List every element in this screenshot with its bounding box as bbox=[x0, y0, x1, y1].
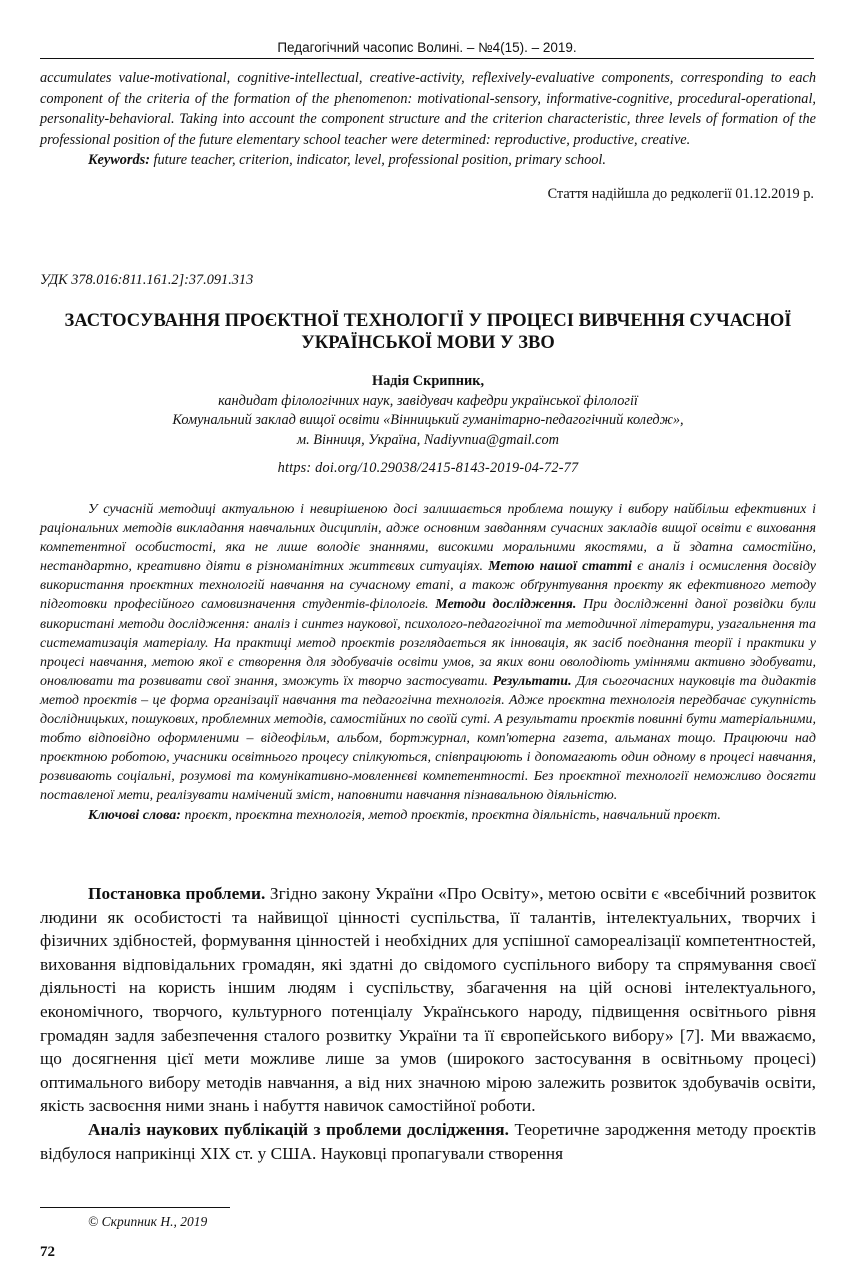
author-name: Надія Скрипник, bbox=[371, 373, 485, 389]
received-note: Стаття надійшла до редколегії 01.12.2019 р. bbox=[547, 186, 814, 202]
abstract-intro: У сучасній методиці актуальною і невирішеною досі залишається проблема пошуку і вибору найбільш ефективних і раціональних методів викладання навчальних дисциплін, адже основним завданням сучасних закладів вищої освіти є виховання компетентної особистості, яка не лише володіє знаннями, високими моральними якостями, а й здатна самостійно, нестандартно, креативно діяти в різноманітних життєвих ситуаціях. bbox=[40, 502, 816, 575]
problem-text: Згідно закону України «Про Освіту», метою освіти є «всебічний розвиток людини як особистості та найвищої цінності суспільства, її талантів, інтелектуальних, творчих і фізичних здібностей, формування цінностей і необхідних для успішної самореалізації компетентностей, виховання відповідальних громадян, які здатні до свідомого суспільного вибору та спрямування своєї діяльності на користь іншим людям і суспільству, збагачення на цій основі інтелектуального, економічного, творчого, культурного потенціалу Українського народу, підвищення освітнього рівня громадян задля забезпечення сталого розвитку України та її європейського вибору» [7]. Ми вважаємо, що досягнення цієї мети можливе лише за умов (широкого застосування в освітньому процесі) оптимального вибору методів навчання, а від них значною мірою залежить розвиток здобувачів освіти, якість засвоєння ними знань і набуття навичок самостійної роботи. bbox=[40, 884, 816, 1116]
author-location: м. Вінниця, Україна, Nadiyvnua@gmail.com bbox=[297, 431, 559, 448]
methods-label: Методи дослідження. bbox=[435, 597, 577, 613]
article-body bbox=[40, 882, 816, 1165]
copyright-note: © Скрипник Н., 2019 bbox=[88, 1214, 208, 1229]
ukrainian-abstract-text bbox=[40, 500, 816, 806]
problem-heading: Постановка проблеми. bbox=[88, 884, 266, 903]
english-keywords bbox=[40, 150, 816, 171]
ukrainian-keywords-label: Ключові слова: bbox=[88, 807, 181, 823]
results-label: Результати. bbox=[492, 673, 572, 689]
ukrainian-keywords bbox=[40, 806, 816, 825]
udk-code: УДК 378.016:811.161.2]:37.091.313 bbox=[40, 272, 254, 288]
ukrainian-abstract bbox=[40, 500, 816, 825]
author-degree: кандидат філологічних наук, завідувач кафедри української філології bbox=[218, 392, 638, 409]
footnote-divider bbox=[40, 1207, 230, 1208]
english-abstract bbox=[40, 68, 816, 171]
analysis-text: Теоретичне зародження методу проєктів відбулося наприкінці ХІХ ст. у США. Науковці пропагували створення bbox=[40, 1119, 817, 1163]
author-block bbox=[40, 372, 816, 450]
article-title: ЗАСТОСУВАННЯ ПРОЄКТНОЇ ТЕХНОЛОГІЇ У ПРОЦЕСІ ВИВЧЕННЯ СУЧАСНОЇ УКРАЇНСЬКОЇ МОВИ У ЗВО bbox=[64, 311, 792, 353]
running-header: Педагогічний часопис Волині. – №4(15). – 2019. bbox=[40, 40, 814, 59]
aim-label: Метою нашої статті bbox=[488, 559, 632, 575]
doi-link[interactable]: https: doi.org/10.29038/2415-8143-2019-04-72-77 bbox=[277, 460, 579, 476]
english-abstract-text: accumulates value-motivational, cognitive-intellectual, creative-activity, reflexively-evaluative components, corresponding to each component of the criteria of the formation of the phenomenon: motivational-sensory, informative-cognitive, procedural-operational, personality-behavioral. Taking into account the component structure and the criterion characteristic, three levels of formation of the professional position of the future elementary school teacher were determined: reproductive, productive, creative. bbox=[40, 70, 816, 148]
abstract-methods: При дослідженні даної розвідки були використані методи дослідження: аналіз і синтез наукової, психолого-педагогічної та методичної літератури, узагальнення та систематизація матеріалу. На практиці метод проєктів розглядається як інновація, як засіб поєднання теорії і практики у процесі навчання, метою якої є створення для здобувачів освіти умов, за яких вони оволодіють уміннями активно здобувати, оновлювати та розвивати свої знання, зможуть їх творчо застосувати. bbox=[40, 597, 816, 689]
english-keywords-text: future teacher, criterion, indicator, level, professional position, primary school. bbox=[149, 152, 606, 169]
analysis-heading: Аналіз наукових публікацій з проблеми дослідження. bbox=[88, 1119, 509, 1139]
english-keywords-label: Keywords: bbox=[88, 152, 150, 169]
page-number: 72 bbox=[40, 1244, 55, 1260]
author-institution: Комунальний заклад вищої освіти «Вінницький гуманітарно-педагогічний коледж», bbox=[172, 412, 684, 428]
abstract-aim: є аналіз і осмислення досвіду використання проєктних технологій навчання на сучасному етапі, а також обґрунтування проєкту як ефективного методу підготовки професійного самовизначення студентів-філологів. bbox=[40, 559, 816, 613]
body-paragraph-analysis bbox=[40, 1118, 816, 1165]
abstract-results: Для сьогочасних науковців та дидактів метод проєктів – це форма організації навчання та педагогічна технологія. Адже проєктна технологія передбачає сукупність дослідницьких, пошукових, проблемних методів, самостійних по своїй суті. А результати проєктів повинні бути матеріальними, тобто відповідно оформленими – відеофільм, альбом, бортжурнал, комп'ютерна газета, альманах тощо. Працюючи над проєктною роботою, учасники освітнього процесу спілкуються, співпрацюють і допомагають один одному в процесі навчання, розвивають соціальні, розумові та комунікативно-мовленнєві компетентності. Без проєктної технології неможливо досягти поставленої мети, реалізувати намічений зміст, наповнити навчання пізнавальною діяльністю. bbox=[40, 673, 816, 804]
body-paragraph-problem bbox=[40, 882, 816, 1118]
ukrainian-keywords-text: проєкт, проєктна технологія, метод проєктів, проєктна діяльність, навчальний проєкт. bbox=[180, 807, 721, 823]
